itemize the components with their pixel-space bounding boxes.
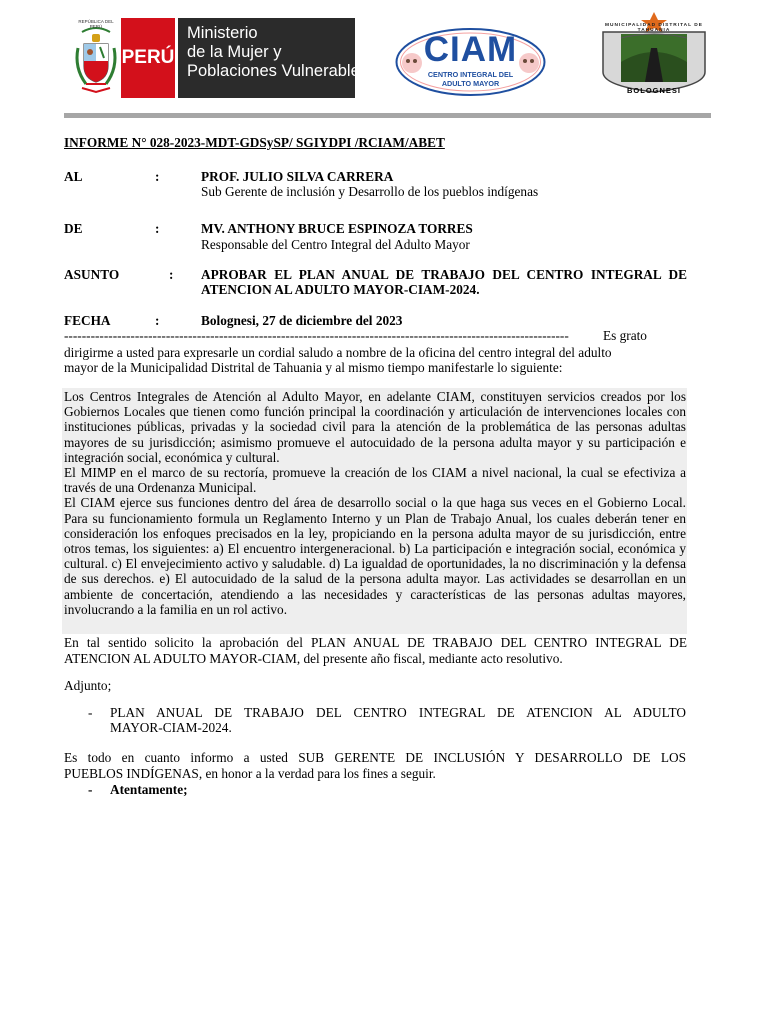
- attachment-item: PLAN ANUAL DE TRABAJO DEL CENTRO INTEGRAL DE ATENCION AL ADULTO: [110, 705, 686, 720]
- shield-caption: REPÚBLICA DEL PERÚ: [78, 19, 114, 29]
- ciam-subtitle: [394, 70, 547, 88]
- municipality-logo: [595, 12, 713, 98]
- ministry-line: de la Mujer y: [187, 43, 282, 61]
- body-section: [64, 389, 686, 617]
- from-position: Responsable del Centro Integral del Adulto Mayor: [201, 237, 470, 252]
- body-paragraph: El MIMP en el marco de su rectoría, promueve la creación de los CIAM a nivel nacional, la cual se efectiviza a través de una Ordenanza Municipal.: [64, 465, 686, 496]
- intro-opening: Es grato: [603, 328, 647, 343]
- to-colon: :: [155, 169, 160, 184]
- header-rule: [64, 113, 711, 118]
- closing-line: PUEBLOS INDÍGENAS, en honor a la verdad para los fines a seguir.: [64, 766, 436, 781]
- bullet-dash: -: [88, 705, 93, 720]
- intro-line: mayor de la Municipalidad Distrital de Tahuania y al mismo tiempo manifestarle lo siguiente:: [64, 360, 563, 375]
- attachment-item-cont: MAYOR-CIAM-2024.: [110, 720, 232, 735]
- bullet-dash: -: [88, 782, 93, 797]
- date-colon: :: [155, 313, 160, 328]
- attachment-heading: Adjunto;: [64, 678, 112, 693]
- intro-line: dirigirme a usted para expresarle un cordial saludo a nombre de la oficina del centro integral del adulto: [64, 345, 612, 360]
- subject-colon: :: [169, 267, 174, 282]
- peru-label: PERÚ: [121, 18, 175, 98]
- ciam-subtitle-line: CENTRO INTEGRAL DEL: [427, 70, 514, 79]
- subject-line: APROBAR EL PLAN ANUAL DE TRABAJO DEL CENTRO INTEGRAL DE: [201, 267, 687, 282]
- ciam-subtitle-line: ADULTO MAYOR: [441, 79, 500, 88]
- body-paragraph: Los Centros Integrales de Atención al Adulto Mayor, en adelante CIAM, constituyen servicios creados por los Gobiernos Locales que tienen como función principal la coordinación y articulación de intervenciones locales con instituciones públicas, privadas y la sociedad civil para la atención de la problemática de las personas adultas mayores de su jurisdicción; asimismo promueve el autocuidado de la persona adulta mayor y su participación e integración social, económica y cultural.: [64, 389, 686, 465]
- request-line: En tal sentido solicito la aprobación del PLAN ANUAL DE TRABAJO DEL CENTRO INTEGRAL DE: [64, 635, 687, 650]
- from-label: DE: [64, 221, 83, 236]
- coat-of-arms-graphic: [72, 18, 120, 98]
- peru-coat-of-arms-icon: [72, 18, 120, 98]
- subject-line: ATENCION AL ADULTO MAYOR-CIAM-2024.: [201, 282, 480, 297]
- municipality-name: BOLOGNESI: [626, 86, 681, 95]
- closing-line: Es todo en cuanto informo a usted SUB GERENTE DE INCLUSIÓN Y DESARROLLO DE LOS: [64, 750, 686, 765]
- ministry-logo: [72, 18, 369, 98]
- ministry-line: Poblaciones Vulnerables: [187, 62, 369, 80]
- ministry-line: Ministerio: [187, 24, 258, 42]
- subject-label: ASUNTO: [64, 267, 120, 282]
- sign-off: Atentamente;: [110, 782, 188, 797]
- from-colon: :: [155, 221, 160, 236]
- date-label: FECHA: [64, 313, 111, 328]
- body-paragraph: El CIAM ejerce sus funciones dentro del área de desarrollo social o la que haga sus veces en el Gobierno Local. Para su funcionamiento formula un Reglamento Interno y un Plan de Trabajo Anual, los cuales deberán tener en consideración los enfoques precisados en la ley, propiciando en la persona adulta mayor de su jurisdicción, entre otros temas, los siguientes: a) El encuentro intergeneracional. b) La participación e integración social, económica y cultural. c) El envejecimiento activo y saludable. d) La igualdad de oportunidades, la no discriminación y la defensa de sus derechos. e) El autocuidado de la salud de la persona adulta mayor. Las actividades se desarrollan en un ambiente de concertación, atendiendo a las necesidades y características de las personas adultas mayores, involucrando a la familia en un rol activo.: [64, 495, 686, 617]
- ciam-logo: [394, 27, 547, 97]
- to-name: PROF. JULIO SILVA CARRERA: [201, 169, 394, 184]
- letterhead: [0, 0, 768, 118]
- ministry-name: [178, 18, 369, 98]
- to-position: Sub Gerente de inclusión y Desarrollo de los pueblos indígenas: [201, 184, 539, 199]
- memo-title: INFORME N° 028-2023-MDT-GDSySP/ SGIYDPI /RCIAM/ABET: [64, 135, 445, 150]
- to-label: AL: [64, 169, 83, 184]
- separator-dashes: ------------------------------------------------------------------------------------------------------------------: [64, 328, 569, 343]
- ciam-title: CIAM: [423, 30, 518, 69]
- request-line: ATENCION AL ADULTO MAYOR-CIAM, del presente año fiscal, mediante acto resolutivo.: [64, 651, 563, 666]
- from-name: MV. ANTHONY BRUCE ESPINOZA TORRES: [201, 221, 473, 236]
- date-value: Bolognesi, 27 de diciembre del 2023: [201, 313, 403, 328]
- municipality-caption: MUNICIPALIDAD DISTRITAL DE TAHUANIA: [605, 23, 703, 33]
